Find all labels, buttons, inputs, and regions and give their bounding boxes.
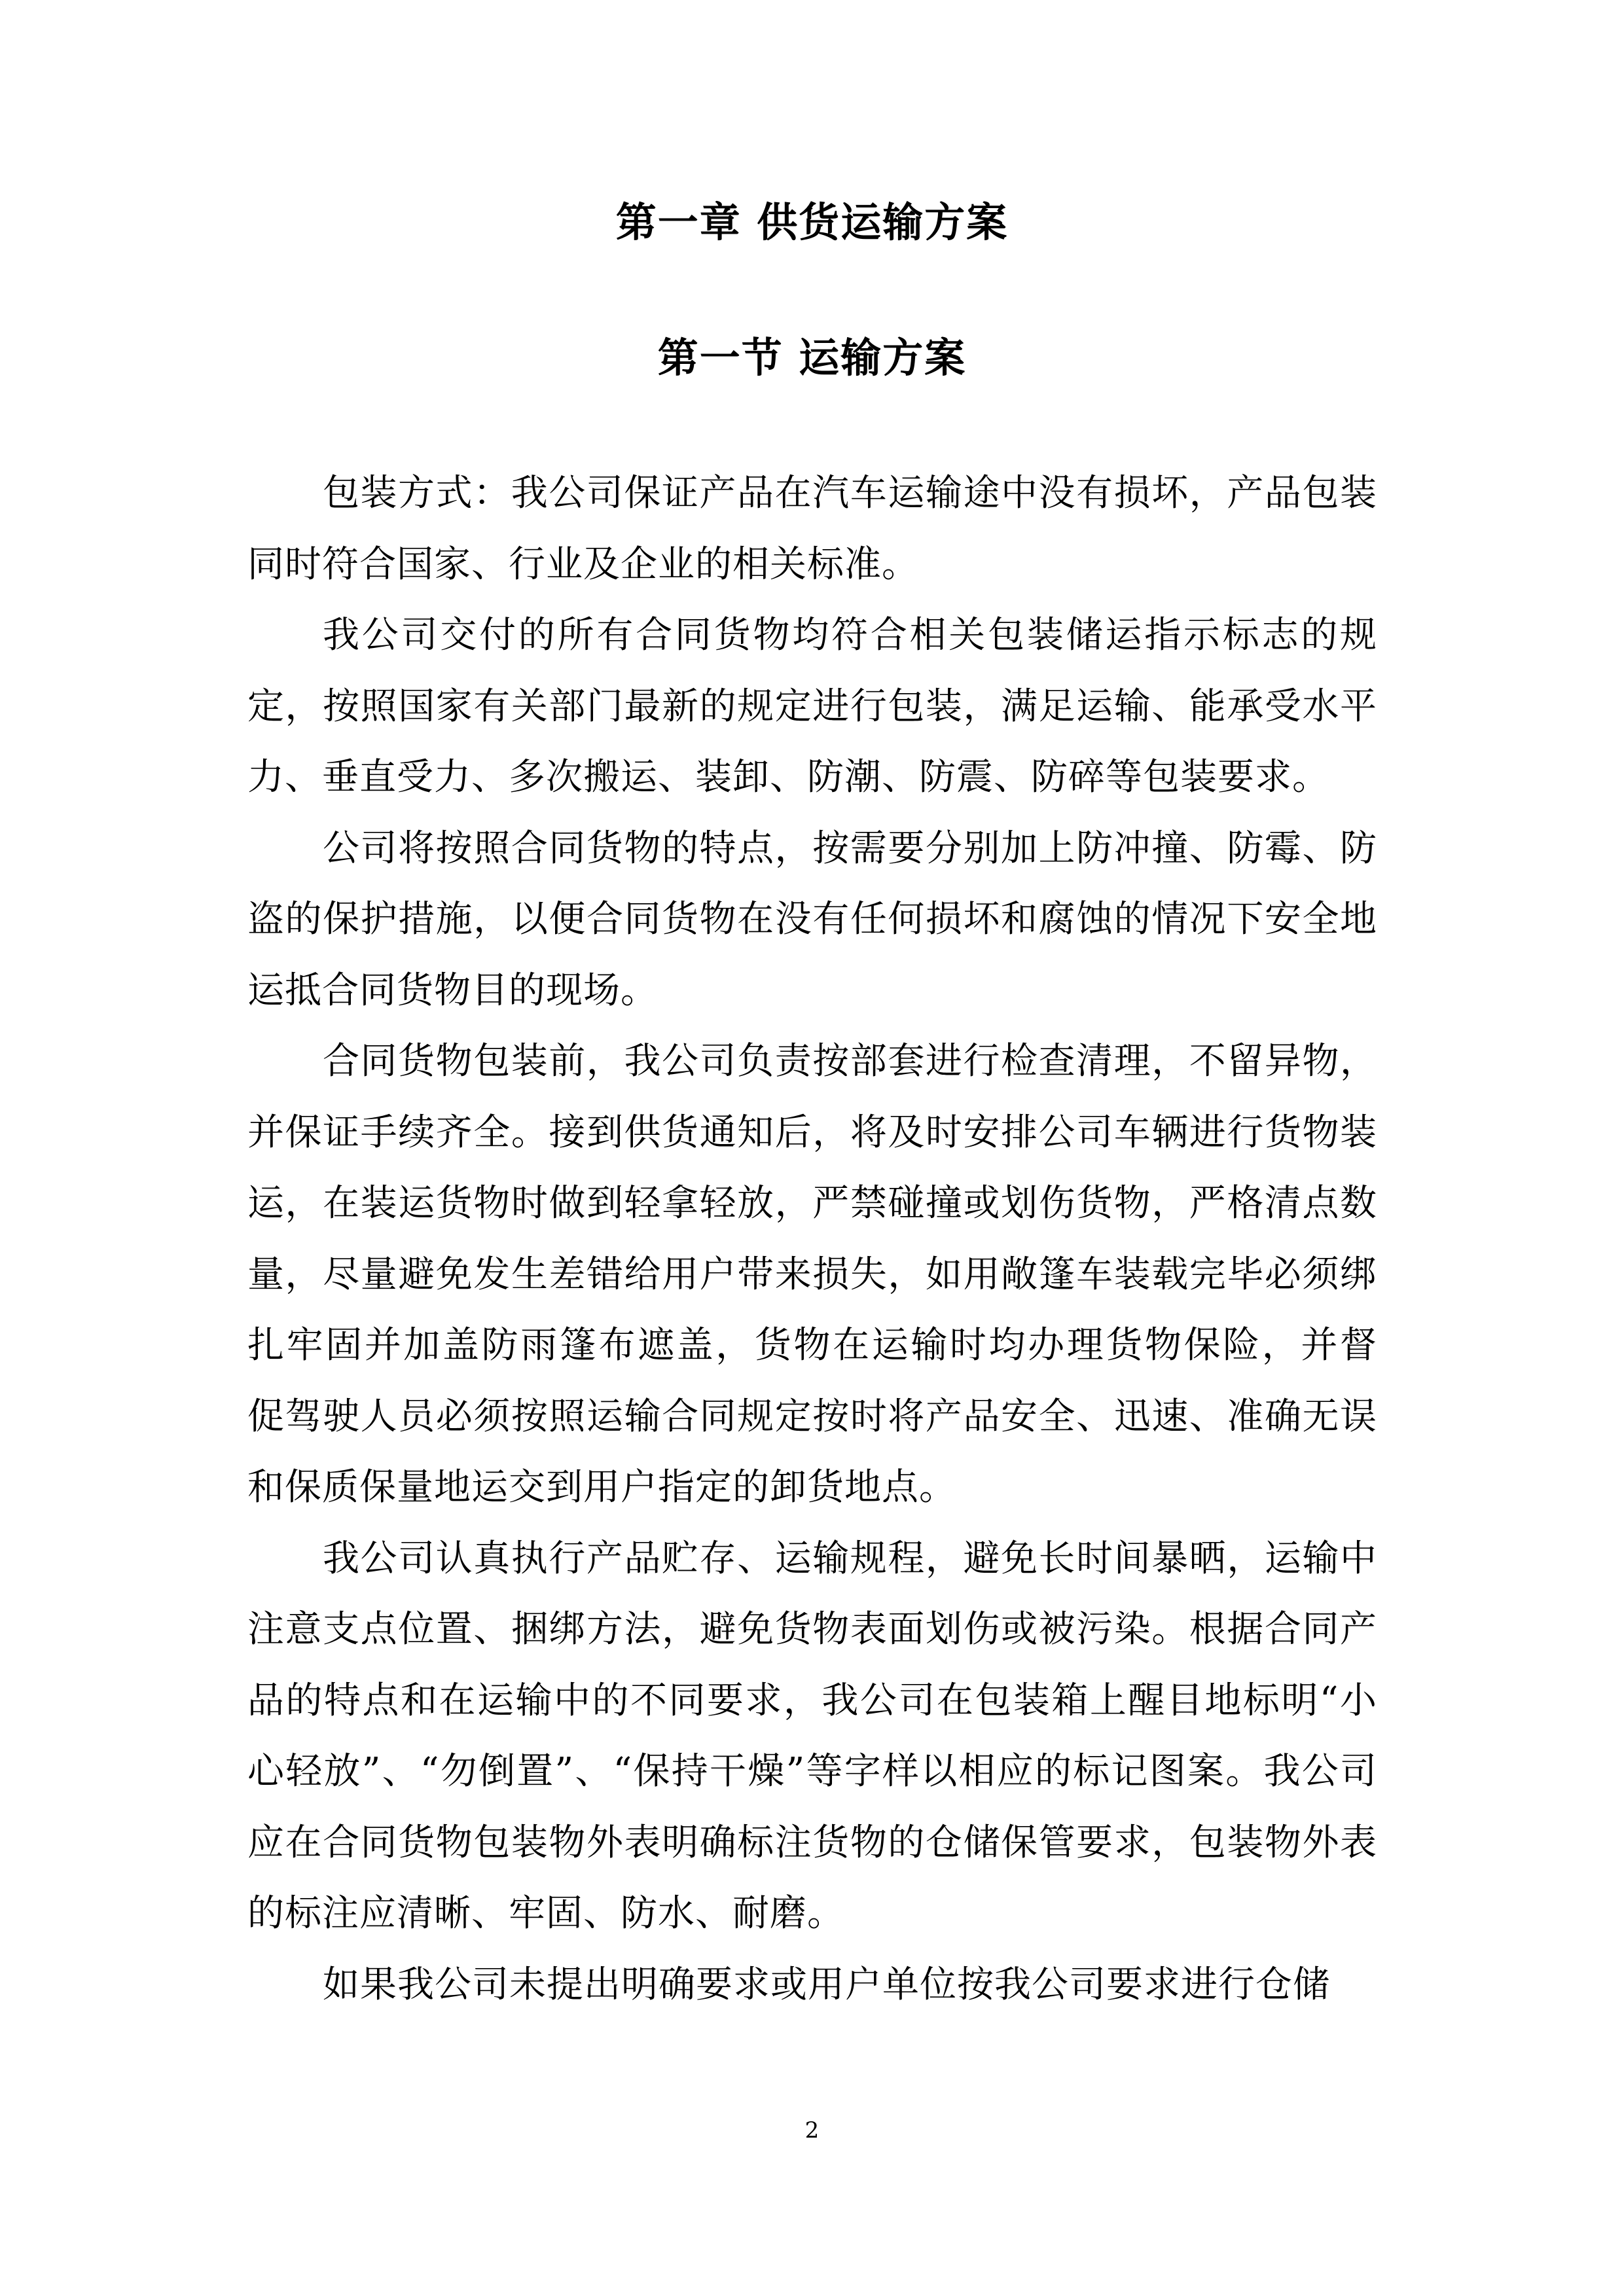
paragraph-warehousing: 如果我公司未提出明确要求或用户单位按我公司要求进行仓储 xyxy=(323,1963,1330,2006)
section-title: 第一节 运输方案 xyxy=(657,334,967,382)
paragraph-storage-marking: 我公司认真执行产品贮存、运输规程，避免长时间暴晒，运输中注意支点位置、捆绑方法，避免货物表面划伤或被污染。根据合同产品的特点和在运输中的不同要求，我公司在包装箱上醒目地标明“小心轻放”、“勿倒置”、“保持干燥”等字样以相应的标记图案。我公司应在合同货物包装物外表明确标注货物的仓储保管要求，包装物外表的标注应清晰、牢固、防水、耐磨。 xyxy=(247,1537,1377,1935)
chapter-title: 第一章 供货运输方案 xyxy=(615,198,1009,246)
paragraph-protection-measures: 公司将按照合同货物的特点，按需要分别加上防冲撞、防霉、防盗的保护措施，以便合同货物在没有任何损坏和腐蚀的情况下安全地运抵合同货物目的现场。 xyxy=(247,827,1377,1012)
paragraph-packaging-standards: 我公司交付的所有合同货物均符合相关包装储运指示标志的规定，按照国家有关部门最新的规定进行包装，满足运输、能承受水平力、垂直受力、多次搬运、装卸、防潮、防震、防碎等包装要求。 xyxy=(247,614,1377,798)
paragraph-packaging-method: 包装方式：我公司保证产品在汽车运输途中没有损坏，产品包装同时符合国家、行业及企业的相关标准。 xyxy=(247,472,1377,586)
body-text xyxy=(247,458,1377,2020)
paragraph-loading-transport: 合同货物包装前，我公司负责按部套进行检查清理，不留异物，并保证手续齐全。接到供货通知后，将及时安排公司车辆进行货物装运，在装运货物时做到轻拿轻放，严禁碰撞或划伤货物，严格清点数量，尽量避免发生差错给用户带来损失，如用敞篷车装载完毕必须绑扎牢固并加盖防雨篷布遮盖，货物在运输时均办理货物保险，并督 促驾驶人员必须按照运输合同规定按时将产品安全、迅速、准确无误和保质保量地运交到用户指定的卸货地点。 xyxy=(247,1040,1377,1509)
page-number: 2 xyxy=(804,2117,820,2144)
